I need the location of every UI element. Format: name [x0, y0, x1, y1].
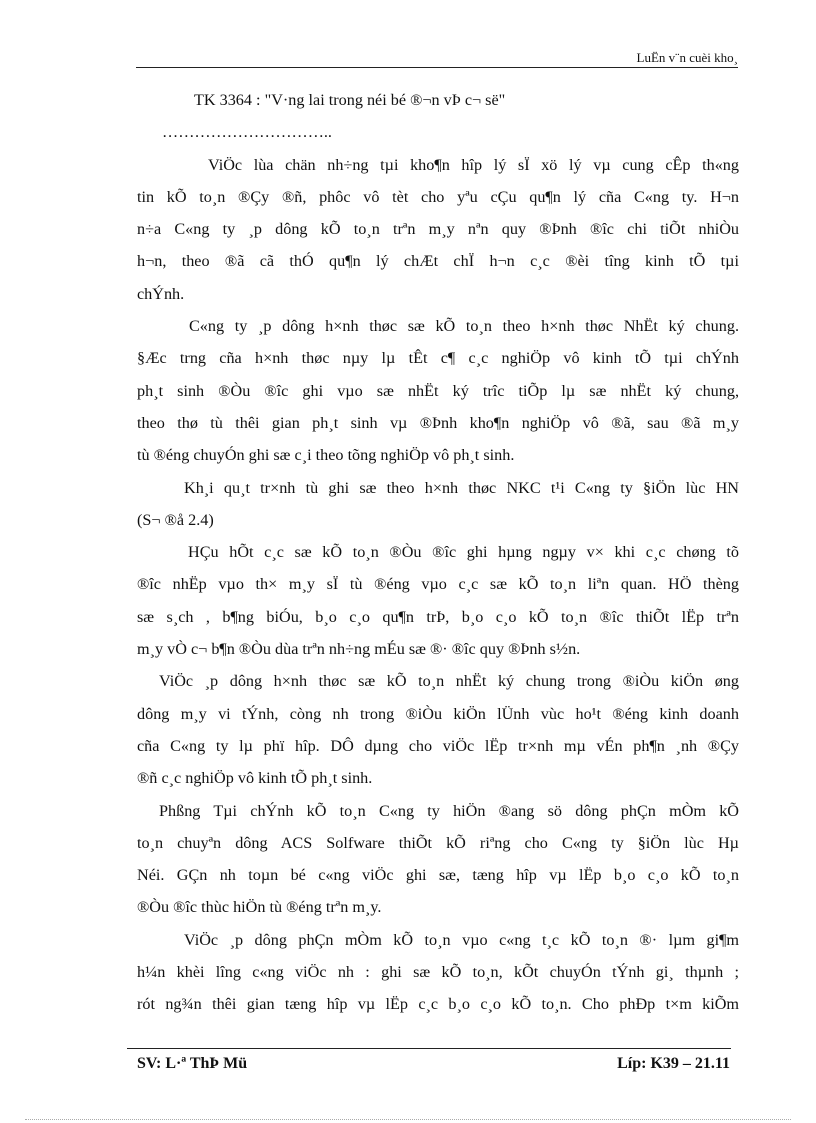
text-line: h¬n, theo ®ã cã thÓ qu¶n lý chÆt chÏ h¬n c¸c ®èi tîng kinh tÕ tµi [137, 252, 739, 271]
text-line: ®îc nhËp vµo th× m¸y sÏ tù ®éng vµo c¸c sæ kÕ to¸n liªn quan. HÖ thèng [137, 575, 739, 594]
text-line: ®ñ c¸c nghiÖp vô kinh tÕ ph¸t sinh. [137, 769, 373, 788]
text-line: Kh¸i qu¸t tr×nh tù ghi sæ theo h×nh thøc NKC t¹i C«ng ty §iÖn lùc HN [184, 478, 739, 497]
text-line: C«ng ty ¸p dông h×nh thøc sæ kÕ to¸n theo h×nh thøc NhËt ký chung. [189, 317, 739, 336]
page-body [137, 84, 739, 1021]
footer-class: Líp: K39 – 21.11 [617, 1055, 730, 1072]
text-line: ………………………….. [162, 123, 332, 142]
text-line: ViÖc lùa chän nh÷ng tµi kho¶n hîp lý sÏ xö lý vµ cung cÊp th«ng [208, 155, 739, 174]
text-line: m¸y vÒ c¬ b¶n ®Òu dùa trªn nh÷ng mÉu sæ ®· ®îc quy ®Þnh s½n. [137, 640, 581, 659]
text-line: §Æc trng cña h×nh thøc nµy lµ tÊt c¶ c¸c nghiÖp vô kinh tÕ tµi chÝnh [137, 349, 739, 368]
text-line: (S¬ ®å 2.4) [137, 510, 214, 529]
text-line: to¸n chuyªn dông ACS Solfware thiÕt kÕ riªng cho C«ng ty §iÖn lùc Hµ [137, 833, 739, 852]
text-line: Phßng Tµi chÝnh kÕ to¸n C«ng ty hiÖn ®ang sö dông phÇn mÒm kÕ [159, 801, 739, 820]
text-line: Néi. GÇn nh toµn bé c«ng viÖc ghi sæ, tæng hîp vµ lËp b¸o c¸o kÕ to¸n [137, 866, 739, 885]
page-edge [25, 1119, 791, 1120]
text-line: dông m¸y vi tÝnh, còng nh trong ®iÒu kiÖn lÜnh vùc ho¹t ®éng kinh doanh [137, 704, 739, 723]
text-line: n÷a C«ng ty ¸p dông kÕ to¸n trªn m¸y nªn quy ®Þnh ®îc chi tiÕt nhiÒu [137, 220, 739, 239]
text-line: ®Òu ®îc thùc hiÖn tù ®éng trªn m¸y. [137, 898, 382, 917]
text-line: h¼n khèi lîng c«ng viÖc nh : ghi sæ kÕ to¸n, kÕt chuyÓn tÝnh gi¸ thµnh ; [137, 963, 739, 982]
text-line: ViÖc ¸p dông phÇn mÒm kÕ to¸n vµo c«ng t¸c kÕ to¸n ®· lµm gi¶m [184, 930, 739, 949]
running-header: LuËn v¨n cuèi kho¸ [636, 50, 738, 65]
text-line: tù ®éng chuyÓn ghi sæ c¸i theo tõng nghiÖp vô ph¸t sinh. [137, 446, 515, 465]
text-line: ph¸t sinh ®Òu ®îc ghi vµo sæ nhËt ký trîc tiÕp lµ sæ nhËt ký chung, [137, 381, 739, 400]
text-line: TK 3364 : "V·ng lai trong néi bé ®¬n vÞ c¬ së" [194, 91, 506, 109]
footer-author: SV: L·ª ThÞ Mü [137, 1055, 248, 1072]
footer-rule [127, 1048, 731, 1049]
text-line: cña C«ng ty lµ phï hîp. DÔ dµng cho viÖc lËp tr×nh mµ vÉn ph¶n ¸nh ®Çy [137, 736, 739, 755]
text-line: chÝnh. [137, 284, 185, 303]
text-line: ViÖc ¸p dông h×nh thøc sæ kÕ to¸n nhËt ký chung trong ®iÒu kiÖn øng [159, 672, 739, 691]
text-line: theo thø tù thêi gian ph¸t sinh vµ ®Þnh kho¶n nghiÖp vô ®ã, sau ®ã m¸y [137, 413, 739, 432]
text-line: HÇu hÕt c¸c sæ kÕ to¸n ®Òu ®îc ghi hµng ngµy v× khi c¸c chøng tõ [188, 543, 739, 562]
header-rule [136, 67, 738, 68]
text-line: sæ s¸ch , b¶ng biÓu, b¸o c¸o qu¶n trÞ, b¸o c¸o kÕ to¸n ®îc thiÕt lËp trªn [137, 607, 739, 626]
text-line: tin kÕ to¸n ®Çy ®ñ, phôc vô tèt cho yªu cÇu qu¶n lý cña C«ng ty. H¬n [137, 187, 739, 206]
text-line: rót ng¾n thêi gian tæng hîp vµ lËp c¸c b¸o c¸o kÕ to¸n. Cho phÐp t×m kiÕm [137, 995, 739, 1014]
